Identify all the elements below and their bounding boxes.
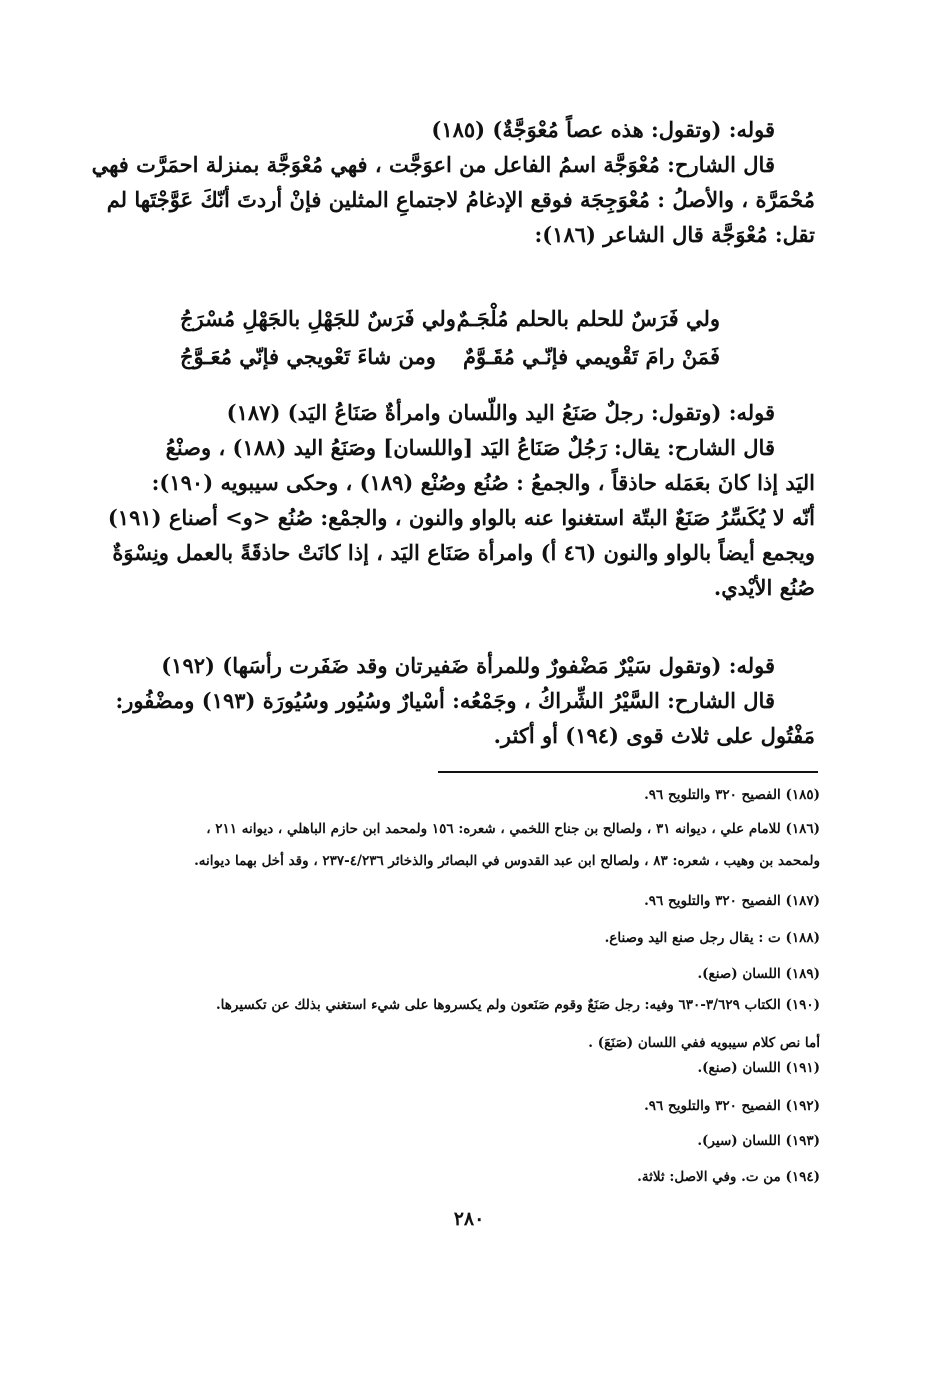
footnote-185: (١٨٥) الفصيح ٣٢٠ والتلويح ٩٦. bbox=[644, 787, 820, 803]
footnote-190: (١٩٠) الكتاب ٣/٦٢٩-٦٣٠ وفيه: رجل صَنَعٌ وقوم صَنَعون ولم يكسروها على شيء استغني بذلك عن تكسيرها. bbox=[215, 997, 820, 1013]
footnote-190-continued: أما نص كلام سيبويه ففي اللسان (صَنَعَ) . bbox=[588, 1035, 820, 1051]
footnote-divider bbox=[438, 771, 818, 773]
footnote-188: (١٨٨) ت : يقال رجل صنع اليد وصناع. bbox=[604, 930, 820, 946]
poem-verse-2-first-hemistich: فَمَنْ رامَ تَقْويمي فإنّـي مُقَـوَّمٌ bbox=[462, 344, 720, 369]
section-1-heading: قوله: (وتقول: هذه عصاً مُعْوَجَّةٌ) (١٨٥) bbox=[431, 117, 775, 142]
section-2-heading: قوله: (وتقول: رجلٌ صَنَعُ اليد واللّسان وامرأةٌ صَنَاعُ اليَد) (١٨٧) bbox=[226, 400, 775, 425]
footnote-193: (١٩٣) اللسان (سير). bbox=[697, 1133, 820, 1149]
poem-verse-1 bbox=[180, 300, 720, 338]
poem bbox=[180, 300, 720, 376]
section-1-line-2: قال الشارح: مُعْوَجَّة اسمُ الفاعل من اعوَجَّت ، فهي مُعْوَجَّة بمنزلة احمَرَّت فهي bbox=[91, 152, 775, 177]
footnote-194: (١٩٤) من ت. وفي الاصل: ثلاثة. bbox=[637, 1169, 820, 1185]
section-3-heading: قوله: (وتقول سَيْرٌ مَضْفورٌ وللمرأة ضَفيرتان وقد ضَفَرت رأسَها) (١٩٢) bbox=[161, 653, 775, 678]
footnote-186: (١٨٦) للامام علي ، ديوانه ٣١ ، ولصالح بن جناح اللخمي ، شعره: ١٥٦ ولمحمد ابن حازم الباهلي ، ديوانه ٢١١ ، bbox=[206, 821, 820, 837]
section-2 bbox=[107, 395, 815, 605]
poem-verse-2-second-hemistich: ومن شاءَ تَعْويجي فإنّي مُعَـوَّجُ bbox=[180, 344, 436, 369]
section-2-line-6: صُنُع الأيْدي. bbox=[713, 575, 815, 600]
section-3 bbox=[115, 648, 815, 753]
section-2-line-3: اليَد إذا كانَ بعَمَله حاذقاً ، والجمعُ : صُنُع وصُنْع (١٨٩) ، وحكى سيبويه (١٩٠): bbox=[151, 470, 815, 495]
footnote-192: (١٩٢) الفصيح ٣٢٠ والتلويح ٩٦. bbox=[644, 1098, 820, 1114]
section-3-line-2: قال الشارح: السَّيْرُ الشِّراكُ ، وجَمْعُه: أسْيارٌ وسُيُور وسُيُورَة (١٩٣) ومضْفُور: bbox=[115, 688, 775, 713]
section-1 bbox=[91, 112, 815, 252]
section-2-line-5: ويجمع أيضاً بالواو والنون (٤٦ أ) وامرأة صَنَاع اليَد ، إذا كانَتْ حاذقَةً بالعمل ونِسْوَةٌ bbox=[112, 540, 815, 565]
poem-verse-2 bbox=[180, 338, 720, 376]
section-3-line-3: مَفْتُول على ثلاث قوى (١٩٤) أو أكثر. bbox=[493, 723, 815, 748]
poem-verse-1-second-hemistich: ولي فَرَسٌ للجَهْلِ بالجَهْلِ مُسْرَجُ bbox=[180, 306, 456, 331]
footnote-189: (١٨٩) اللسان (صنع). bbox=[697, 966, 820, 982]
section-1-line-4: تقل: مُعْوَجَّة قال الشاعر (١٨٦): bbox=[534, 222, 815, 247]
section-1-line-3: مُحْمَرَّة ، والأصلُ : مُعْوَجِجَة فوقع الإدغامُ لاجتماعِ المثلين فإنْ أردتَ أنّكَ عَوَّجْتَها لم bbox=[106, 187, 815, 212]
poem-verse-1-first-hemistich: ولي فَرَسٌ للحلم بالحلم مُلْجَـمٌ bbox=[456, 306, 720, 331]
section-2-line-4: أنّه لا يُكَسِّرُ صَنَعٌ البتّة استغنوا عنه بالواو والنون ، والجمْع: صُنُع <و> أصناع (١٩١) bbox=[107, 505, 815, 530]
footnote-186-continued: ولمحمد بن وهيب ، شعره: ٨٣ ، ولصالح ابن عبد القدوس في البصائر والذخائر ٤/٢٣٦-٢٣٧ ، وقد أخل بهما ديوانه. bbox=[194, 853, 820, 869]
section-2-line-2: قال الشارح: يقال: رَجُلٌ صَنَاعُ اليَد [واللسان] وصَنَعُ اليد (١٨٨) ، وصنْعُ bbox=[165, 435, 775, 460]
footnote-187: (١٨٧) الفصيح ٣٢٠ والتلويح ٩٦. bbox=[644, 893, 820, 909]
page-number: ٢٨٠ bbox=[453, 1208, 485, 1230]
footnote-191: (١٩١) اللسان (صنع). bbox=[697, 1060, 820, 1076]
